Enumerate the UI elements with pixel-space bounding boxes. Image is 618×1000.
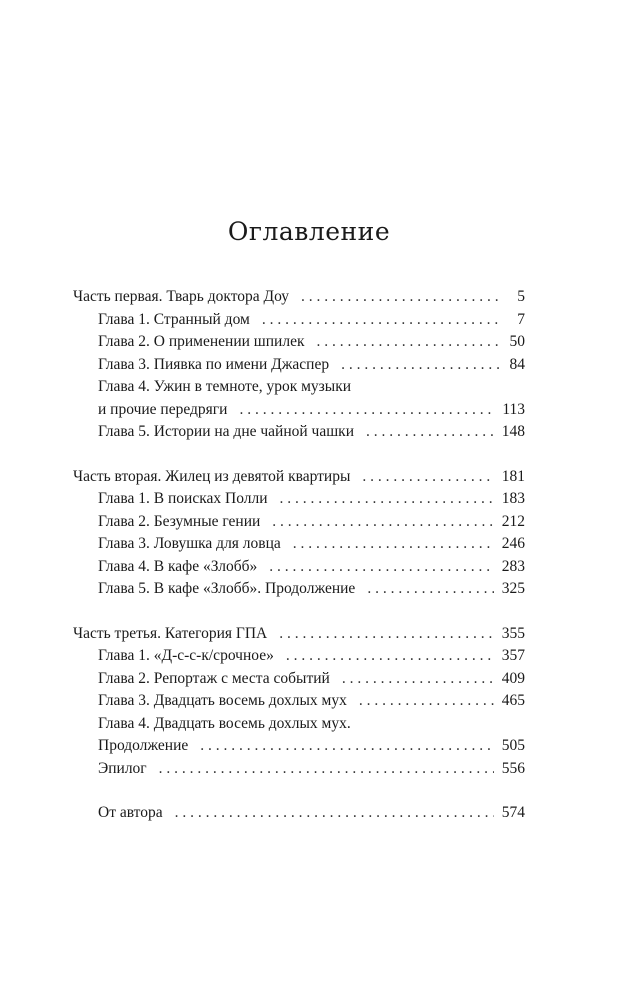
toc-chapter[interactable] bbox=[73, 511, 525, 534]
toc-chapter[interactable] bbox=[73, 690, 525, 713]
dot-leader bbox=[272, 511, 493, 534]
toc-part-3 bbox=[73, 623, 525, 781]
toc-page-number: 148 bbox=[501, 423, 525, 440]
dot-leader bbox=[286, 645, 494, 668]
toc-page-number: 283 bbox=[501, 557, 525, 575]
toc-chapter[interactable] bbox=[73, 578, 525, 601]
toc-chapter-title: Глава 3. Ловушка для ловца bbox=[98, 535, 281, 552]
dot-leader bbox=[359, 690, 494, 713]
toc-chapter[interactable] bbox=[73, 735, 525, 758]
toc-page-number: 556 bbox=[501, 759, 525, 777]
toc-chapter-title-line1[interactable]: Глава 4. Двадцать восемь дохлых мух. bbox=[98, 714, 351, 732]
dot-leader bbox=[159, 758, 494, 781]
dot-leader bbox=[262, 309, 503, 332]
toc-page-number: 325 bbox=[501, 580, 525, 597]
toc-chapter-title: Глава 2. О применении шпилек bbox=[98, 333, 305, 350]
toc-page-number: 183 bbox=[501, 490, 525, 507]
toc-page-number: 113 bbox=[502, 400, 525, 418]
toc-page-number: 5 bbox=[517, 288, 525, 305]
toc-page-number: 505 bbox=[501, 737, 525, 754]
dot-leader bbox=[280, 488, 494, 511]
dot-leader bbox=[269, 556, 493, 579]
toc-chapter[interactable] bbox=[73, 556, 525, 579]
toc-page-number: 212 bbox=[501, 512, 525, 530]
toc-page-number: 409 bbox=[501, 669, 525, 687]
dot-leader bbox=[362, 466, 493, 489]
dot-leader bbox=[200, 735, 493, 758]
toc-page-number: 181 bbox=[501, 467, 525, 485]
toc-part-title: Часть третья. Категория ГПА bbox=[73, 624, 268, 642]
toc-chapter-title-line1[interactable]: Глава 4. Ужин в темноте, урок музыки bbox=[98, 378, 352, 395]
toc-chapter[interactable] bbox=[73, 421, 525, 444]
toc-chapter-title: Глава 3. Двадцать восемь дохлых мух bbox=[98, 692, 347, 709]
toc-chapter-title: Глава 1. В поисках Полли bbox=[98, 490, 268, 507]
toc-page-number: 84 bbox=[509, 355, 525, 373]
toc-part-title: Часть первая. Тварь доктора Доу bbox=[73, 288, 290, 305]
toc-page-number: 465 bbox=[501, 692, 525, 709]
dot-leader bbox=[367, 578, 493, 601]
toc-chapter-title: и прочие передряги bbox=[98, 400, 228, 418]
toc-page-number: 50 bbox=[509, 333, 525, 350]
toc-page-number: 574 bbox=[501, 804, 525, 821]
dot-leader bbox=[366, 421, 494, 444]
table-of-contents bbox=[73, 286, 525, 825]
toc-page-number: 355 bbox=[501, 624, 525, 642]
dot-leader bbox=[301, 286, 503, 309]
dot-leader bbox=[316, 331, 501, 354]
toc-epilogue[interactable] bbox=[73, 758, 525, 781]
dot-leader bbox=[293, 533, 494, 556]
toc-chapter-title: Глава 2. Репортаж с места событий bbox=[98, 669, 330, 687]
toc-part-heading[interactable] bbox=[73, 286, 525, 309]
toc-page-number: 7 bbox=[517, 310, 525, 328]
toc-chapter-title: Глава 3. Пиявка по имени Джаспер bbox=[98, 355, 330, 373]
dot-leader bbox=[279, 623, 494, 646]
toc-chapter-title: Эпилог bbox=[98, 759, 147, 777]
toc-chapter-title: Глава 4. В кафе «Злобб» bbox=[98, 557, 258, 575]
toc-author-note[interactable] bbox=[73, 802, 525, 825]
toc-chapter-title: Глава 1. Странный дом bbox=[98, 310, 250, 328]
toc-part-2 bbox=[73, 466, 525, 601]
toc-chapter-title: Глава 5. В кафе «Злобб». Продолжение bbox=[98, 580, 356, 597]
dot-leader bbox=[175, 802, 494, 825]
dot-leader bbox=[341, 354, 501, 377]
toc-page-number: 246 bbox=[501, 535, 525, 552]
toc-chapter[interactable] bbox=[73, 399, 525, 422]
toc-chapter-title: Глава 1. «Д-с-с-к/срочное» bbox=[98, 647, 274, 664]
toc-part-heading[interactable] bbox=[73, 466, 525, 489]
dot-leader bbox=[239, 399, 494, 422]
toc-part-1 bbox=[73, 286, 525, 444]
toc-chapter[interactable] bbox=[73, 533, 525, 556]
toc-chapter[interactable] bbox=[73, 488, 525, 511]
toc-chapter[interactable] bbox=[73, 645, 525, 668]
toc-part-heading[interactable] bbox=[73, 623, 525, 646]
toc-page-number: 357 bbox=[501, 647, 525, 664]
toc-chapter-title: Глава 5. Истории на дне чайной чашки bbox=[98, 423, 354, 440]
dot-leader bbox=[342, 668, 494, 691]
toc-chapter[interactable] bbox=[73, 331, 525, 354]
toc-chapter[interactable] bbox=[73, 668, 525, 691]
page-title: Оглавление bbox=[227, 216, 391, 246]
toc-chapter-title: От автора bbox=[98, 804, 163, 821]
toc-chapter-title: Глава 2. Безумные гении bbox=[98, 512, 261, 530]
toc-chapter[interactable] bbox=[73, 309, 525, 332]
toc-chapter[interactable] bbox=[73, 354, 525, 377]
toc-chapter-title: Продолжение bbox=[98, 737, 189, 754]
toc-part-title: Часть вторая. Жилец из девятой квартиры bbox=[73, 467, 351, 485]
